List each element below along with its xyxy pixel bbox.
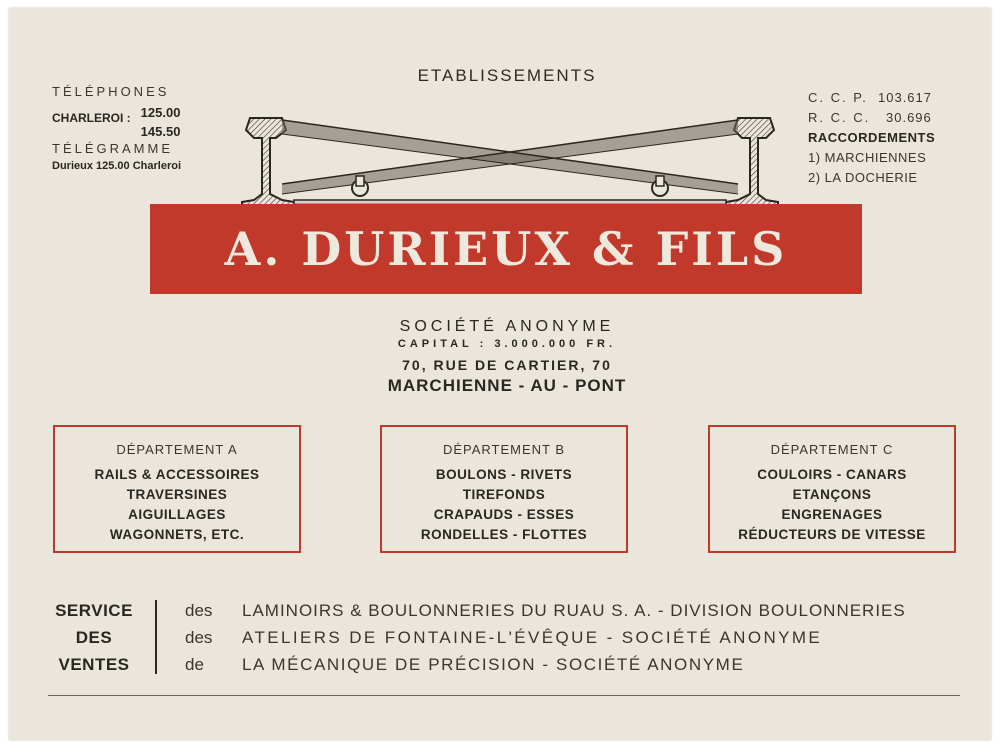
department-title: DÉPARTEMENT C: [770, 442, 894, 457]
vertical-divider: [155, 600, 157, 674]
sales-row-text: LAMINOIRS & BOULONNERIES DU RUAU S. A. - DIVISION BOULONNERIES: [242, 601, 906, 620]
sales-service-label: [44, 597, 144, 678]
company-type: SOCIÉTÉ ANONYME: [399, 318, 615, 335]
department-c-box: [708, 425, 956, 553]
department-items: [710, 465, 954, 545]
department-item: RAILS & ACCESSOIRES: [94, 467, 260, 482]
company-street: 70, RUE DE CARTIER, 70: [402, 357, 612, 373]
sales-service-row: [185, 624, 906, 651]
company-town: MARCHIENNE - AU - PONT: [387, 376, 627, 395]
department-title: DÉPARTEMENT B: [442, 442, 566, 457]
connections-heading: RACCORDEMENTS: [808, 130, 936, 145]
telephone-city: CHARLEROI :: [52, 111, 131, 125]
department-item: ENGRENAGES: [781, 507, 883, 522]
sales-row-prep: de: [185, 655, 204, 674]
sales-label-line: DES: [75, 628, 113, 647]
rail-profile-icon: [236, 108, 784, 218]
telegram-address: Durieux 125.00 Charleroi: [52, 160, 182, 172]
department-item: TIREFONDS: [462, 487, 546, 502]
ccp-line: [808, 88, 968, 108]
telephone-number-2: 145.50: [140, 124, 181, 139]
sales-row-text: LA MÉCANIQUE DE PRÉCISION - SOCIÉTÉ ANONYME: [242, 655, 745, 674]
rcc-label: R. C. C.: [808, 110, 871, 125]
telephone-row: [52, 103, 212, 141]
company-name-banner: [150, 204, 862, 294]
department-item: CRAPAUDS - ESSES: [433, 507, 575, 522]
sales-service-list: [185, 597, 906, 678]
department-title: DÉPARTEMENT A: [116, 442, 238, 457]
company-capital: CAPITAL : 3.000.000 FR.: [397, 338, 617, 350]
sales-service-row: [185, 597, 906, 624]
bottom-rule: [48, 695, 960, 696]
department-item: RONDELLES - FLOTTES: [420, 527, 588, 542]
telephone-number-1: 125.00: [140, 105, 181, 120]
sales-label-line: SERVICE: [55, 601, 133, 620]
department-item: AIGUILLAGES: [128, 507, 226, 522]
sales-row-prep: des: [185, 601, 213, 620]
telegram-heading: TÉLÉGRAMME: [52, 141, 174, 156]
telephone-numbers: [141, 103, 181, 141]
sales-row-prep: des: [185, 628, 213, 647]
telephone-block: [52, 84, 212, 172]
ccp-label: C. C. P.: [808, 90, 868, 105]
department-item: BOULONS - RIVETS: [435, 467, 573, 482]
connection-1: 1) MARCHIENNES: [808, 150, 927, 165]
connection-2: 2) LA DOCHERIE: [808, 170, 918, 185]
ccp-value: 103.617: [878, 90, 932, 105]
department-item: WAGONNETS, ETC.: [109, 527, 245, 542]
company-name: A. DURIEUX & FILS: [224, 222, 788, 276]
sales-row-text: ATELIERS DE FONTAINE-L'ÉVÊQUE - SOCIÉTÉ ANONYME: [242, 628, 823, 647]
sales-label-line: VENTES: [58, 655, 130, 674]
accounts-block: [808, 88, 968, 188]
department-item: RÉDUCTEURS DE VITESSE: [738, 527, 926, 542]
department-item: ETANÇONS: [792, 487, 872, 502]
department-a-box: [53, 425, 301, 553]
rcc-line: [808, 108, 968, 128]
department-items: [382, 465, 626, 545]
department-b-box: [380, 425, 628, 553]
telephones-heading: TÉLÉPHONES: [52, 84, 170, 99]
sales-service-row: [185, 651, 906, 678]
department-item: COULOIRS - CANARS: [757, 467, 907, 482]
department-items: [55, 465, 299, 545]
rcc-value: 30.696: [886, 110, 932, 125]
establishments-heading: ETABLISSEMENTS: [417, 66, 597, 85]
department-item: TRAVERSINES: [126, 487, 228, 502]
